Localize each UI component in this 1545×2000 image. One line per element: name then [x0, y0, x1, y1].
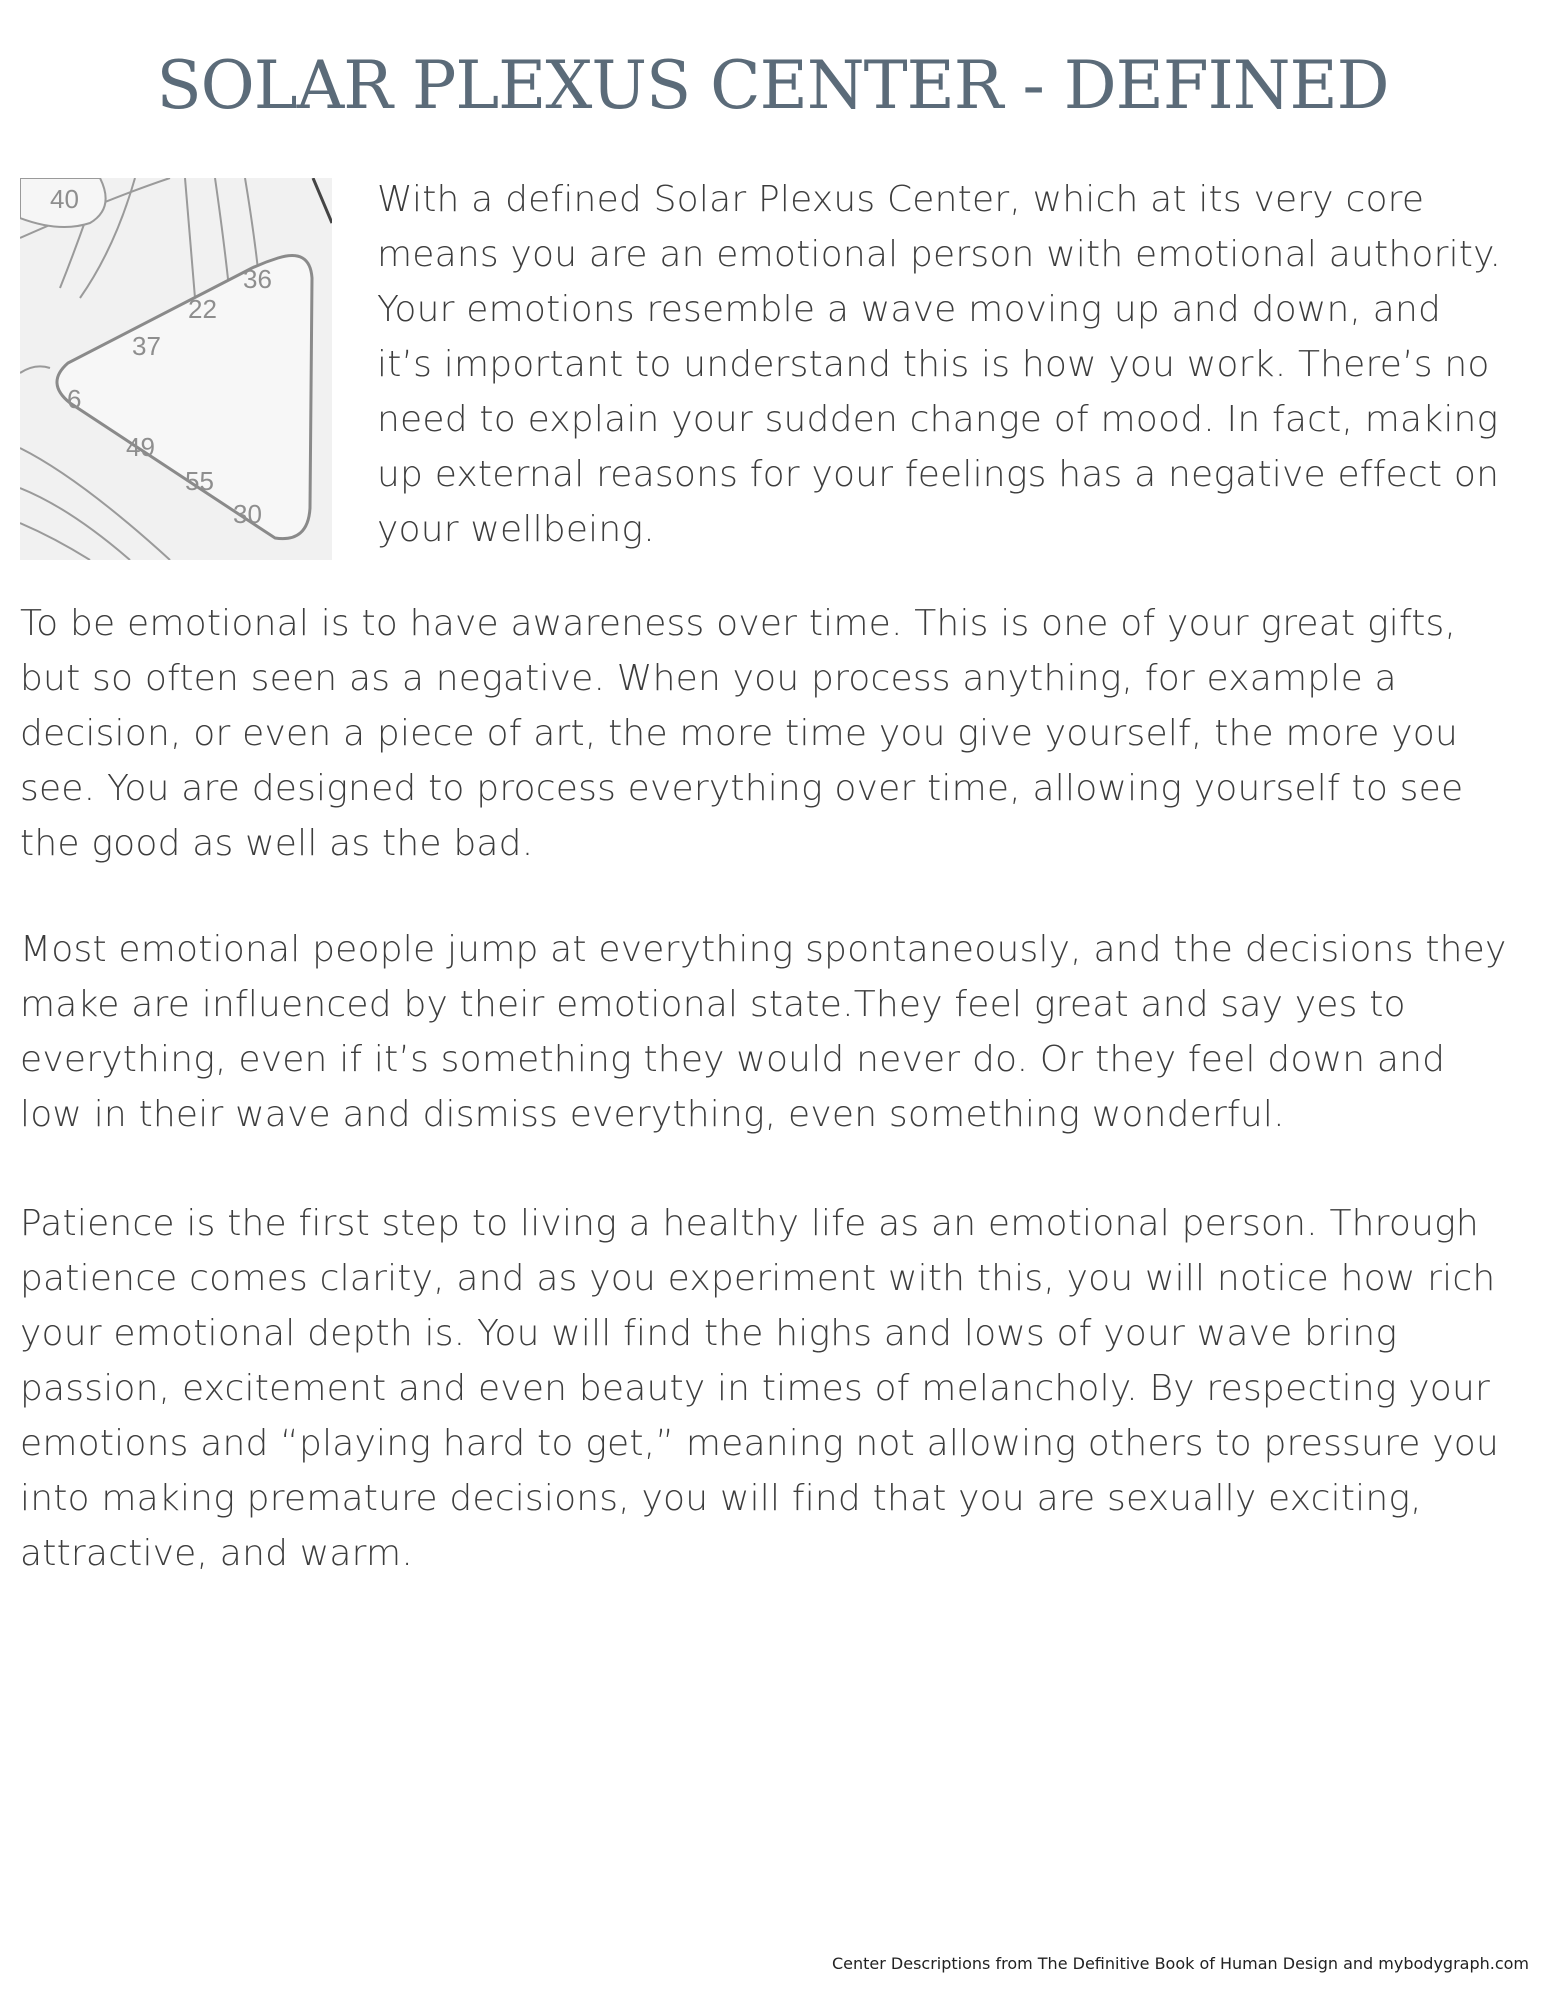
gate-number: 37 [132, 331, 161, 361]
gate-number: 49 [126, 432, 155, 462]
gate-number: 30 [233, 499, 262, 529]
body-paragraph-awareness: To be emotional is to have awareness over time. This is one of your great gifts, but so often seen as a negative. When you process anything, for example a decision, or even a piece of art, the more time you give yourself, the more you see. You are designed to process everything over time, allowing yourself to see the good as well as the bad. [20, 603, 1464, 864]
gate-number: 22 [188, 294, 217, 324]
channel-line [313, 178, 332, 223]
gate-number: 40 [50, 184, 79, 214]
channel-line [185, 178, 195, 298]
page-title: SOLAR PLEXUS CENTER - DEFINED [156, 47, 1389, 124]
channel-line [20, 488, 130, 560]
intro-paragraph: With a defined Solar Plexus Center, which at its very core means you are an emotional person with emotional authority. Your emotions resemble a wave moving up and down, and it’s important to understand this is how you work. There’s no need to explain your sudden change of mood. In fact, making up external reasons for your feelings has a negative effect on your wellbeing. [377, 179, 1502, 550]
body-paragraph-spontaneity: Most emotional people jump at everything spontaneously, and the decisions they make are influenced by their emotional state.They feel great and say yes to everything, even if it’s something they would never do. Or they feel down and low in their wave and dismiss everything, even something wonderful. [20, 929, 1507, 1135]
channel-line [20, 366, 50, 373]
gate-number: 55 [185, 466, 214, 496]
gate-number: 36 [243, 264, 272, 294]
footer-credit: Center Descriptions from The Definitive Book of Human Design and mybodygraph.com [831, 1954, 1529, 1973]
body-paragraph-patience: Patience is the first step to living a healthy life as an emotional person. Through patience comes clarity, and as you experiment with this, you will notice how rich your emotional depth is. You will find the highs and lows of your wave bring passion, excitement and even beauty in times of melancholy. By respecting your emotions and “playing hard to get,” meaning not allowing others to pressure you into making premature decisions, you will find that you are sexually exciting, attractive, and warm. [20, 1203, 1499, 1574]
channel-line [20, 523, 90, 560]
solar-plexus-diagram-svg [20, 178, 332, 560]
channel-line [20, 448, 170, 560]
solar-plexus-diagram [20, 178, 332, 560]
gate-number: 6 [67, 384, 82, 414]
